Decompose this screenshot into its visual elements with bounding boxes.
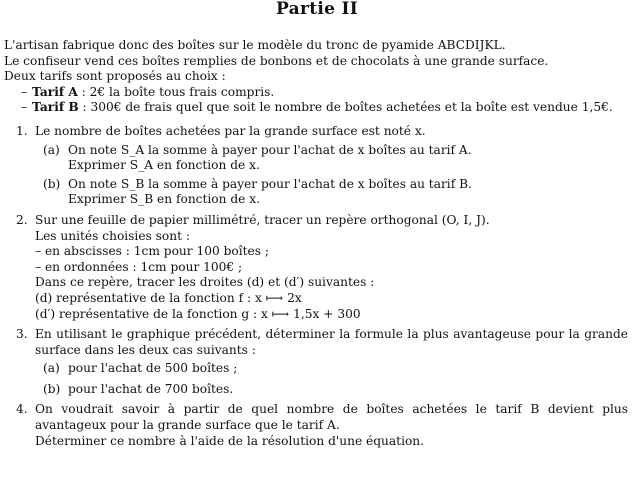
intro-line-1: L'artisan fabrique donc des boîtes sur le modèle du tronc de pyamide ABCDIJKL.: [4, 38, 506, 52]
question-1b-line-2: Exprimer S_B en fonction de x.: [68, 192, 260, 207]
section-title: Partie II: [276, 0, 358, 19]
question-1: [4, 124, 630, 208]
intro-line-3: Deux tarifs sont proposés au choix :: [4, 69, 226, 84]
question-3b-label: (b): [43, 381, 61, 396]
question-list: [4, 124, 630, 449]
question-2-line-5: Dans ce repère, tracer les droites (d) et (d′) suivantes :: [35, 275, 375, 290]
question-2-number: 2.: [16, 212, 28, 227]
intro-line-2: Le confiseur vend ces boîtes remplies de bonbons et de chocolats à une grande surface.: [4, 53, 549, 68]
tarif-b-text: : 300€ de frais quel que soit le nombre de boîtes achetées et la boîte est vendue 1,5€.: [78, 100, 613, 115]
question-3a: [35, 361, 630, 377]
question-2: [4, 213, 630, 322]
question-4-text: On voudrait savoir à partir de quel nombre de boîtes achetées le tarif B devient plus avantageux pour la grande surface que le tarif A.: [35, 402, 628, 433]
question-3: [4, 327, 630, 397]
question-3-number: 3.: [16, 327, 28, 342]
question-4: [4, 402, 630, 449]
question-1-number: 1.: [16, 123, 28, 138]
tarif-item-b: – Tarif B : 300€ de frais quel que soit le nombre de boîtes achetées et la boîte est vendue 1,5€.: [21, 100, 613, 115]
intro-block: [4, 38, 630, 85]
question-2-line-7: (d′) représentative de la fonction g : x ⟼ 1,5x + 300: [35, 306, 361, 321]
question-1a-label: (a): [43, 142, 60, 157]
question-1a: [35, 143, 630, 174]
question-1-text: Le nombre de boîtes achetées par la grande surface est noté x.: [35, 123, 426, 138]
question-1b: [35, 177, 630, 208]
question-2-line-4: – en ordonnées : 1cm pour 100€ ;: [35, 259, 243, 274]
question-2-line-2: Les unités choisies sont :: [35, 228, 190, 243]
question-1a-line-2: Exprimer S_A en fonction de x.: [68, 158, 260, 173]
tarif-a-text: : 2€ la boîte tous frais compris.: [77, 84, 275, 99]
question-1b-label: (b): [43, 176, 61, 191]
question-2-line-6: (d) représentative de la fonction f : x ⟼ 2x: [35, 290, 302, 305]
question-3-text: En utilisant le graphique précédent, déterminer la formule la plus avantageuse pour la grande surface dans les deux cas suivants :: [35, 327, 628, 357]
question-3a-text: pour l'achat de 500 boîtes ;: [68, 361, 238, 376]
question-4-number: 4.: [16, 402, 28, 417]
question-1b-line-1: On note S_B la somme à payer pour l'achat de x boîtes au tarif B.: [68, 176, 472, 191]
tarif-a-label: Tarif A: [32, 84, 78, 99]
tarif-b-label: Tarif B: [32, 100, 79, 115]
question-1a-line-1: On note S_A la somme à payer pour l'achat de x boîtes au tarif A.: [68, 142, 472, 157]
question-3b-text: pour l'achat de 700 boîtes.: [68, 381, 234, 396]
question-3b: [35, 382, 630, 398]
tarif-list: [4, 85, 630, 116]
tarif-item-a: – Tarif A : 2€ la boîte tous frais compris.: [21, 84, 275, 99]
question-3a-label: (a): [43, 361, 60, 376]
question-4-line-2: Déterminer ce nombre à l'aide de la résolution d'une équation.: [35, 433, 425, 448]
question-2-line-3: – en abscisses : 1cm pour 100 boîtes ;: [35, 244, 269, 259]
question-2-line-1: Sur une feuille de papier millimétré, tracer un repère orthogonal (O, I, J).: [35, 212, 490, 227]
